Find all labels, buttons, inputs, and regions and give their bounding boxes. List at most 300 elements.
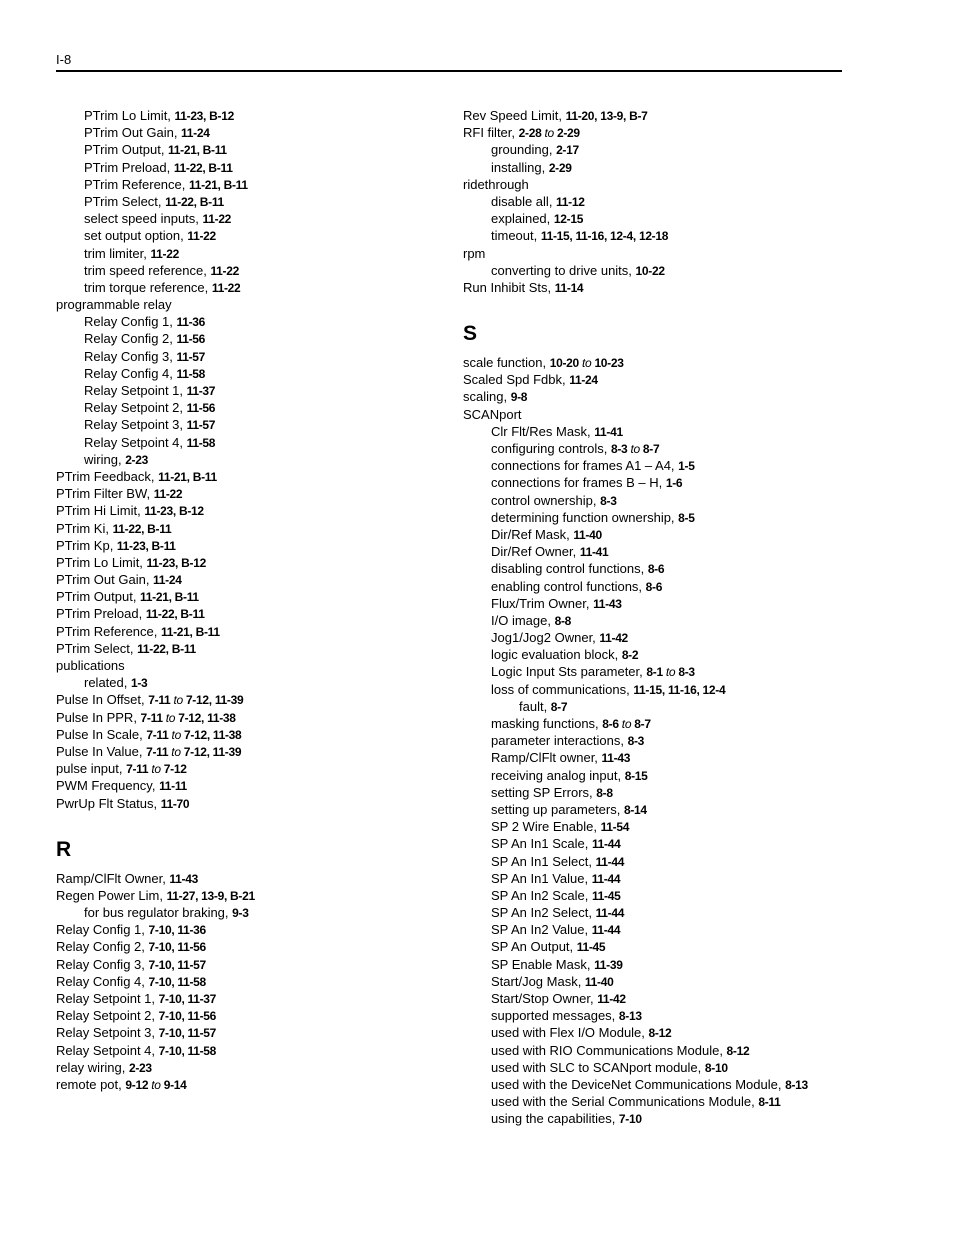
index-subentry: [463, 818, 903, 835]
index-subentry: [463, 990, 903, 1007]
page-reference: 11-15, 11-16, 12-4: [633, 682, 726, 697]
page-references: [125, 453, 148, 467]
page-references: [619, 1112, 642, 1126]
index-subentry: [56, 141, 436, 158]
page-reference: 11-23, B-12: [174, 109, 234, 123]
page-references: [177, 332, 206, 346]
page-references: [633, 683, 725, 697]
page-reference: 7-11: [148, 693, 171, 708]
page-references: [131, 676, 147, 690]
page-reference: 11-58: [176, 366, 206, 381]
index-term: I/O image,: [491, 612, 555, 628]
page-reference: 11-57: [176, 349, 206, 364]
index-term: PTrim Feedback,: [56, 468, 159, 484]
index-entry: [56, 657, 436, 674]
index-term: connections for frames A1 – A4,: [491, 458, 679, 474]
index-term: Flux/Trim Owner,: [491, 595, 594, 611]
index-entry: [56, 520, 436, 537]
index-term: loss of communications,: [491, 681, 634, 697]
index-term: Relay Config 3,: [84, 348, 177, 364]
page-references: [549, 161, 572, 175]
page-reference: 11-44: [591, 923, 621, 938]
index-subentry: [56, 176, 436, 193]
index-entry: [56, 691, 436, 708]
page-reference-end: 7-12: [184, 727, 207, 742]
page-reference: 8-6: [647, 562, 665, 577]
index-term: converting to drive units,: [491, 262, 636, 278]
index-term: for bus regulator braking,: [84, 905, 233, 921]
page-reference: 11-22, B-11: [145, 607, 205, 622]
page-references: [148, 693, 243, 707]
index-term: disabling control functions,: [491, 561, 648, 577]
page-references: [646, 580, 662, 594]
page-reference: 10-20: [549, 356, 579, 371]
page-references: [167, 889, 255, 903]
index-entry: [56, 502, 436, 519]
page-reference: 1-3: [130, 676, 148, 691]
index-subentry: [56, 399, 436, 416]
index-term: masking functions,: [491, 716, 603, 731]
page-reference: 11-58: [186, 435, 216, 450]
index-entry: [56, 640, 436, 657]
page-reference: 11-23, B-12: [144, 504, 204, 519]
index-subentry: [463, 526, 903, 543]
index-term: Relay Setpoint 2,: [56, 1008, 159, 1024]
index-subentry: [463, 1007, 903, 1024]
index-term: control ownership,: [491, 492, 601, 508]
page-references: [146, 728, 241, 742]
index-subentry: [463, 560, 903, 577]
index-entry: [56, 887, 436, 904]
index-term: PTrim Select,: [84, 193, 166, 209]
page-reference: 10-22: [635, 263, 665, 278]
page-reference-end: 9-14: [163, 1077, 187, 1092]
page-references: [625, 769, 648, 783]
page-reference: 11-41: [579, 545, 609, 560]
index-subentry: [463, 749, 903, 766]
page-references: [146, 607, 205, 621]
index-term: SCANport: [463, 406, 522, 422]
index-subentry: [463, 663, 903, 680]
index-subentry: [463, 227, 903, 244]
index-subentry: [56, 210, 436, 227]
index-subentry: [463, 887, 903, 904]
index-term: Relay Config 4,: [84, 365, 177, 381]
index-term: SP An In1 Value,: [491, 870, 592, 886]
index-term: determining function ownership,: [491, 509, 679, 525]
page-references: [596, 786, 612, 800]
page-reference: 11-22: [153, 487, 183, 502]
index-term: set output option,: [84, 228, 188, 244]
index-term: Regen Power Lim,: [56, 887, 167, 903]
index-subentry: [56, 227, 436, 244]
index-term: used with Flex I/O Module,: [491, 1025, 649, 1041]
index-subentry: [56, 107, 436, 124]
page-references: [541, 229, 668, 243]
page-reference: 8-1: [646, 665, 663, 680]
index-term: select speed inputs,: [84, 211, 203, 227]
index-term: Relay Setpoint 1,: [84, 383, 187, 398]
index-term: trim speed reference,: [84, 262, 211, 278]
index-entry: [463, 354, 903, 371]
page-reference: 7-10, 11-56: [148, 940, 206, 955]
index-term: PTrim Output,: [84, 142, 169, 158]
page-references: [592, 889, 621, 903]
index-subentry: [56, 434, 436, 451]
index-term: supported messages,: [491, 1008, 619, 1024]
page-reference: 7-11: [146, 744, 169, 759]
index-term: remote pot,: [56, 1076, 126, 1092]
page-reference: 9-12: [125, 1077, 149, 1092]
index-term: Relay Setpoint 4,: [56, 1042, 159, 1058]
page-reference-end: 10-23: [594, 356, 624, 371]
page-references: [159, 992, 216, 1006]
page-reference: 11-24: [153, 573, 182, 588]
index-subentry: [463, 423, 903, 440]
index-entry: [56, 956, 436, 973]
index-subentry: [463, 1076, 903, 1093]
page-references: [153, 573, 182, 587]
page-references: [177, 350, 206, 364]
index-term: related,: [84, 675, 131, 691]
index-term: Relay Config 1,: [56, 922, 149, 938]
page-references: [580, 545, 609, 559]
index-term: Logic Input Sts parameter,: [491, 664, 647, 680]
index-subentry: [463, 457, 903, 474]
page-reference: 11-22, B-11: [137, 641, 196, 656]
index-term: Run Inhibit Sts,: [463, 279, 555, 295]
page-references: [601, 820, 630, 834]
page-references: [168, 143, 227, 157]
page-reference: 11-27, 13-9, B-21: [166, 888, 255, 903]
page-references: [125, 1078, 186, 1092]
index-term: SP Enable Mask,: [491, 956, 595, 972]
page-references: [727, 1044, 750, 1058]
range-word: to: [171, 744, 181, 759]
index-term: Jog1/Jog2 Owner,: [491, 630, 600, 646]
page-references: [611, 442, 659, 456]
index-term: used with RIO Communications Module,: [491, 1042, 727, 1058]
index-entry: [56, 1024, 436, 1041]
index-subentry: [463, 141, 903, 158]
index-entry: [56, 537, 436, 554]
page-references: [628, 734, 644, 748]
page-reference: 11-42: [599, 631, 628, 646]
page-reference: 7-11: [126, 762, 149, 777]
page-references: [187, 418, 216, 432]
index-subentry: [463, 543, 903, 560]
page-references: [785, 1078, 808, 1092]
index-term: SP 2 Wire Enable,: [491, 819, 601, 835]
page-references: [159, 1044, 216, 1058]
page-references: [159, 1009, 216, 1023]
index-term: Relay Setpoint 2,: [84, 400, 187, 416]
index-term: SP An Output,: [491, 939, 577, 955]
page-references: [519, 126, 580, 140]
index-term: parameter interactions,: [491, 733, 628, 749]
page-reference: 11-20, 13-9, B-7: [565, 109, 648, 123]
index-subentry: [463, 870, 903, 887]
page-reference: 11-43: [601, 751, 631, 766]
page-reference: 8-3: [627, 734, 645, 749]
page-reference: 8-2: [621, 648, 639, 663]
index-entry: [56, 777, 436, 794]
index-term: PwrUp Flt Status,: [56, 795, 161, 811]
index-term: PTrim Preload,: [56, 606, 146, 622]
index-subentry: [56, 124, 436, 141]
page-reference: 11-12: [556, 194, 585, 209]
page-reference: 7-10, 11-57: [148, 957, 206, 972]
page-reference: 9-8: [510, 390, 528, 405]
index-entry: [56, 870, 436, 887]
page-number: I-8: [56, 52, 72, 67]
page-reference: 7-10, 11-56: [158, 1009, 217, 1024]
index-term: installing,: [491, 159, 549, 175]
page-references: [232, 906, 248, 920]
page-references: [666, 476, 682, 490]
page-references: [212, 281, 241, 295]
page-references: [758, 1095, 780, 1109]
index-term: Pulse In PPR,: [56, 709, 141, 725]
page-references: [597, 992, 626, 1006]
page-references: [550, 356, 624, 370]
page-references: [159, 779, 187, 793]
page-references: [511, 390, 527, 404]
index-subentry: [56, 382, 436, 399]
page-references: [602, 751, 631, 765]
index-term: PTrim Kp,: [56, 537, 117, 553]
page-references: [585, 975, 614, 989]
page-reference: 11-23, B-12: [146, 555, 206, 570]
index-term: programmable relay: [56, 297, 172, 313]
index-subentry: [463, 193, 903, 210]
page-references: [149, 923, 206, 937]
page-reference-end: 7-12: [185, 693, 209, 708]
index-subentry: [463, 835, 903, 852]
range-word: to: [173, 693, 183, 708]
index-term: Relay Setpoint 4,: [84, 434, 187, 450]
page-references: [117, 539, 176, 553]
index-subentry: [56, 348, 436, 365]
index-entry: [463, 107, 903, 124]
index-term: Relay Config 2,: [56, 939, 149, 955]
page-reference: 11-23, B-11: [116, 538, 176, 553]
index-subentry: [463, 210, 903, 227]
range-word: to: [621, 717, 632, 731]
index-subentry: [463, 732, 903, 749]
page-references: [210, 264, 239, 278]
page-reference: 11-21, B-11: [168, 143, 227, 158]
page-reference: 2-28: [518, 126, 542, 141]
index-term: ridethrough: [463, 176, 529, 192]
page-references: [622, 648, 638, 662]
page-reference: 11-22: [210, 263, 239, 278]
page-references: [554, 212, 583, 226]
index-term: PTrim Lo Limit,: [56, 554, 147, 570]
page-reference: 11-21, B-11: [189, 177, 248, 192]
page-references: [150, 247, 179, 261]
page-reference: 8-12: [648, 1026, 672, 1041]
page-references: [187, 436, 216, 450]
range-word: to: [171, 727, 181, 742]
page-references: [187, 384, 216, 398]
range-word: to: [165, 710, 176, 725]
index-term: publications: [56, 658, 125, 673]
page-references: [174, 161, 233, 175]
page-reference: 11-21, B-11: [158, 469, 217, 484]
page-references: [705, 1061, 728, 1075]
index-entry: [56, 1007, 436, 1024]
index-term: rpm: [463, 245, 486, 261]
page-references: [569, 373, 598, 387]
index-subentry: [463, 698, 903, 715]
index-subentry: [463, 853, 903, 870]
page-references: [596, 906, 625, 920]
index-entry: [56, 468, 436, 485]
index-subentry: [56, 262, 436, 279]
page-references: [140, 590, 199, 604]
page-references: [149, 975, 206, 989]
page-references: [619, 1009, 642, 1023]
page-reference: 11-15, 11-16, 12-4, 12-18: [540, 229, 669, 244]
index-subentry: [463, 681, 903, 698]
index-subentry: [463, 595, 903, 612]
page-references: [593, 597, 622, 611]
page-reference: 8-6: [645, 579, 663, 594]
page-reference: 8-13: [618, 1009, 642, 1024]
index-term: PTrim Reference,: [84, 176, 189, 192]
index-entry: [56, 623, 436, 640]
page-references: [594, 425, 623, 439]
page-references: [177, 367, 206, 381]
page-reference: 11-24: [569, 373, 598, 388]
page-references: [599, 631, 628, 645]
range-word: to: [630, 442, 640, 456]
index-entry: [463, 124, 903, 141]
page-reference: 1-6: [665, 476, 683, 491]
page-reference: 1-5: [678, 459, 695, 474]
index-term: Pulse In Value,: [56, 743, 147, 759]
index-subentry: [56, 193, 436, 210]
index-term: Relay Config 1,: [84, 314, 177, 330]
page-references: [169, 872, 198, 886]
index-subentry: [463, 474, 903, 491]
page-reference: 11-21, B-11: [140, 590, 199, 605]
index-term: pulse input,: [56, 761, 127, 777]
index-subentry: [56, 674, 436, 691]
page-reference: 2-23: [128, 1060, 152, 1075]
page-reference: 11-56: [186, 401, 216, 416]
page-reference-end: 7-12: [183, 744, 207, 759]
index-term: Ramp/ClFlt owner,: [491, 750, 602, 766]
index-term: PWM Frequency,: [56, 778, 160, 794]
page-reference: 11-14: [554, 280, 584, 295]
page-reference-extra: , 11-38: [206, 727, 242, 742]
page-reference: 11-21, B-11: [161, 624, 220, 639]
index-term: timeout,: [491, 228, 541, 244]
page-references: [678, 511, 694, 525]
index-term: Relay Setpoint 3,: [84, 417, 187, 433]
index-term: Dir/Ref Owner,: [491, 544, 580, 560]
index-subentry: [463, 784, 903, 801]
index-entry: [56, 485, 436, 502]
index-subentry: [463, 921, 903, 938]
page-references: [556, 143, 579, 157]
page-reference: 11-44: [595, 854, 625, 869]
index-subentry: [56, 451, 436, 468]
index-term: Start/Jog Mask,: [491, 973, 585, 989]
page-references: [592, 872, 621, 886]
page-references: [646, 665, 694, 679]
page-reference: 11-36: [176, 315, 206, 330]
index-term: Relay Config 4,: [56, 973, 149, 989]
page-reference: 2-17: [556, 143, 579, 158]
index-term: SP An In2 Scale,: [491, 887, 592, 903]
page-reference: 11-43: [169, 871, 198, 886]
index-term: used with the DeviceNet Communications Module,: [491, 1076, 786, 1092]
page-reference: 7-11: [146, 727, 169, 742]
index-term: scaling,: [463, 389, 511, 405]
page-references: [203, 212, 232, 226]
page-reference: 8-13: [785, 1077, 808, 1092]
index-term: trim limiter,: [84, 245, 151, 261]
range-word: to: [544, 126, 554, 141]
index-subentry: [463, 1059, 903, 1076]
index-entry: [463, 371, 903, 388]
index-subentry: [463, 973, 903, 990]
index-term: grounding,: [491, 142, 557, 158]
range-word: to: [581, 356, 592, 371]
index-term: using the capabilities,: [491, 1111, 619, 1127]
index-term: RFI filter,: [463, 125, 519, 141]
page-reference: 11-22: [187, 229, 216, 244]
header-rule: [56, 70, 842, 72]
page-reference: 11-39: [594, 957, 623, 972]
index-subentry: [463, 938, 903, 955]
page-references: [175, 109, 234, 123]
index-term: trim torque reference,: [84, 279, 212, 295]
index-term: PTrim Select,: [56, 640, 138, 656]
page-reference: 12-15: [553, 212, 584, 227]
page-references: [555, 281, 584, 295]
index-term: enabling control functions,: [491, 578, 646, 594]
page-reference: 11-56: [176, 332, 206, 347]
index-entry: [56, 709, 436, 726]
index-entry: [56, 921, 436, 938]
index-entry: [56, 1076, 436, 1093]
page-reference: 2-29: [548, 160, 572, 175]
index-subentry: [463, 956, 903, 973]
index-term: Pulse In Offset,: [56, 692, 149, 708]
index-term: explained,: [491, 211, 554, 227]
index-subentry: [56, 365, 436, 382]
page-reference-end: 7-12: [178, 710, 202, 725]
index-entry: [463, 388, 903, 405]
page-reference: 8-5: [678, 510, 695, 525]
page-references: [126, 762, 187, 776]
page-reference: 7-10, 11-58: [158, 1043, 217, 1058]
page-references: [678, 459, 694, 473]
index-subentry: [463, 767, 903, 784]
index-term: configuring controls,: [491, 441, 611, 456]
index-subentry: [56, 245, 436, 262]
index-term: SP An In2 Value,: [491, 922, 592, 938]
index-subentry: [463, 1042, 903, 1059]
page-reference: 11-54: [600, 820, 630, 835]
index-section-letter: R: [56, 837, 72, 861]
index-entry: [56, 743, 436, 760]
page-references: [161, 625, 220, 639]
